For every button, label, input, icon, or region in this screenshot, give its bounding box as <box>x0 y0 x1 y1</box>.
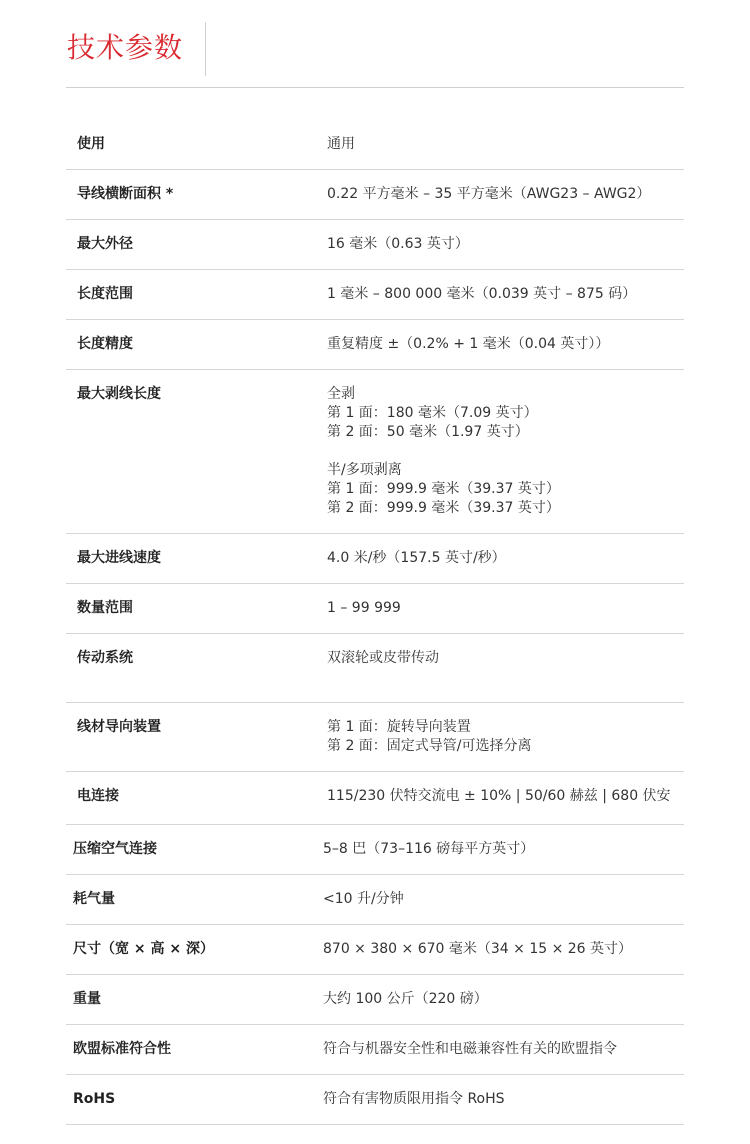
spec-label: 传动系统 <box>77 650 133 666</box>
spec-value-line: 全剥 <box>327 386 355 402</box>
spec-value-line: <10 升/分钟 <box>323 891 404 907</box>
spec-row <box>66 584 684 634</box>
spec-label: 重量 <box>73 991 101 1007</box>
spec-row <box>66 1075 684 1125</box>
spec-value <box>327 649 439 668</box>
spec-value-line: 1 – 99 999 <box>327 600 401 616</box>
spec-value-line: 通用 <box>327 136 355 152</box>
spec-label: 最大进线速度 <box>77 550 161 566</box>
spec-label: 电连接 <box>77 788 119 804</box>
spec-value-line: 符合有害物质限用指令 RoHS <box>323 1091 505 1107</box>
spec-row <box>66 825 684 875</box>
page-title: 技术参数 <box>67 31 184 64</box>
spec-value-line: 第 2 面：固定式导管/可选择分离 <box>327 738 532 754</box>
spec-row <box>66 975 684 1025</box>
spec-value-line: 870 × 380 × 670 毫米（34 × 15 × 26 英寸） <box>323 941 633 957</box>
spec-label: 长度范围 <box>77 286 133 302</box>
spec-value <box>327 718 532 756</box>
spec-value-line: 1 毫米 – 800 000 毫米（0.039 英寸 – 875 码） <box>327 286 637 302</box>
spec-value-line: 5–8 巴（73–116 磅每平方英寸） <box>323 841 535 857</box>
spec-value-line: 第 1 面：旋转导向装置 <box>327 719 471 735</box>
spec-value <box>327 549 506 568</box>
spec-value <box>327 385 560 518</box>
spec-value-line: 第 1 面：999.9 毫米（39.37 英寸） <box>327 481 560 497</box>
spec-label: RoHS <box>73 1091 116 1107</box>
spec-value-line: 重复精度 ±（0.2% + 1 毫米（0.04 英寸）） <box>327 336 610 352</box>
spec-label: 最大剥线长度 <box>77 386 161 402</box>
spec-label: 长度精度 <box>77 336 133 352</box>
spec-label: 使用 <box>77 136 105 152</box>
spec-label: 压缩空气连接 <box>73 841 157 857</box>
spec-value <box>323 990 488 1009</box>
spec-row <box>66 703 684 772</box>
header-divider <box>66 87 684 88</box>
spec-value-line: 第 1 面：180 毫米（7.09 英寸） <box>327 405 538 421</box>
page-header <box>66 22 684 76</box>
spec-value <box>323 840 534 859</box>
spec-row <box>66 320 684 370</box>
spec-value-line: 0.22 平方毫米 – 35 平方毫米（AWG23 – AWG2） <box>327 186 651 202</box>
spec-row <box>66 170 684 220</box>
spec-value-line: 第 2 面：999.9 毫米（39.37 英寸） <box>327 500 560 516</box>
spec-value-line: 大约 100 公斤（220 磅） <box>323 991 488 1007</box>
spec-row <box>66 370 684 534</box>
spec-value <box>327 135 355 154</box>
spec-label: 最大外径 <box>77 236 133 252</box>
spec-value-line: 符合与机器安全性和电磁兼容性有关的欧盟指令 <box>323 1041 617 1057</box>
spec-value-line: 4.0 米/秒（157.5 英寸/秒） <box>327 550 506 566</box>
spec-value-line: 第 2 面：50 毫米（1.97 英寸） <box>327 424 529 440</box>
spec-value <box>327 787 671 806</box>
spec-label: 数量范围 <box>77 600 133 616</box>
spec-value <box>327 235 469 254</box>
spec-row <box>66 875 684 925</box>
spec-value <box>327 185 650 204</box>
spec-value-line: 115/230 伏特交流电 ± 10% | 50/60 赫兹 | 680 伏安 <box>327 788 671 804</box>
spec-label: 欧盟标准符合性 <box>73 1041 171 1057</box>
spec-value-line: 16 毫米（0.63 英寸） <box>327 236 469 252</box>
spec-row <box>66 220 684 270</box>
spec-value <box>323 940 632 959</box>
spec-label: 耗气量 <box>73 891 115 907</box>
spec-row <box>66 925 684 975</box>
spec-value <box>323 890 404 909</box>
spec-value <box>323 1090 505 1109</box>
spec-value <box>327 285 636 304</box>
spec-value-gap <box>327 442 560 461</box>
spec-value <box>323 1040 617 1059</box>
spec-label: 尺寸（宽 × 高 × 深） <box>73 941 214 957</box>
spec-value <box>327 599 401 618</box>
spec-row <box>66 270 684 320</box>
spec-row <box>66 634 684 703</box>
spec-row <box>66 1025 684 1075</box>
spec-label: 导线横断面积 * <box>77 186 174 202</box>
spec-value-line: 半/多项剥离 <box>327 462 402 478</box>
spec-label: 线材导向装置 <box>77 719 161 735</box>
spec-value <box>327 335 609 354</box>
title-divider <box>205 22 206 76</box>
spec-row <box>66 534 684 584</box>
spec-row <box>66 120 684 170</box>
spec-value-line: 双滚轮或皮带传动 <box>327 650 439 666</box>
spec-row <box>66 772 684 825</box>
